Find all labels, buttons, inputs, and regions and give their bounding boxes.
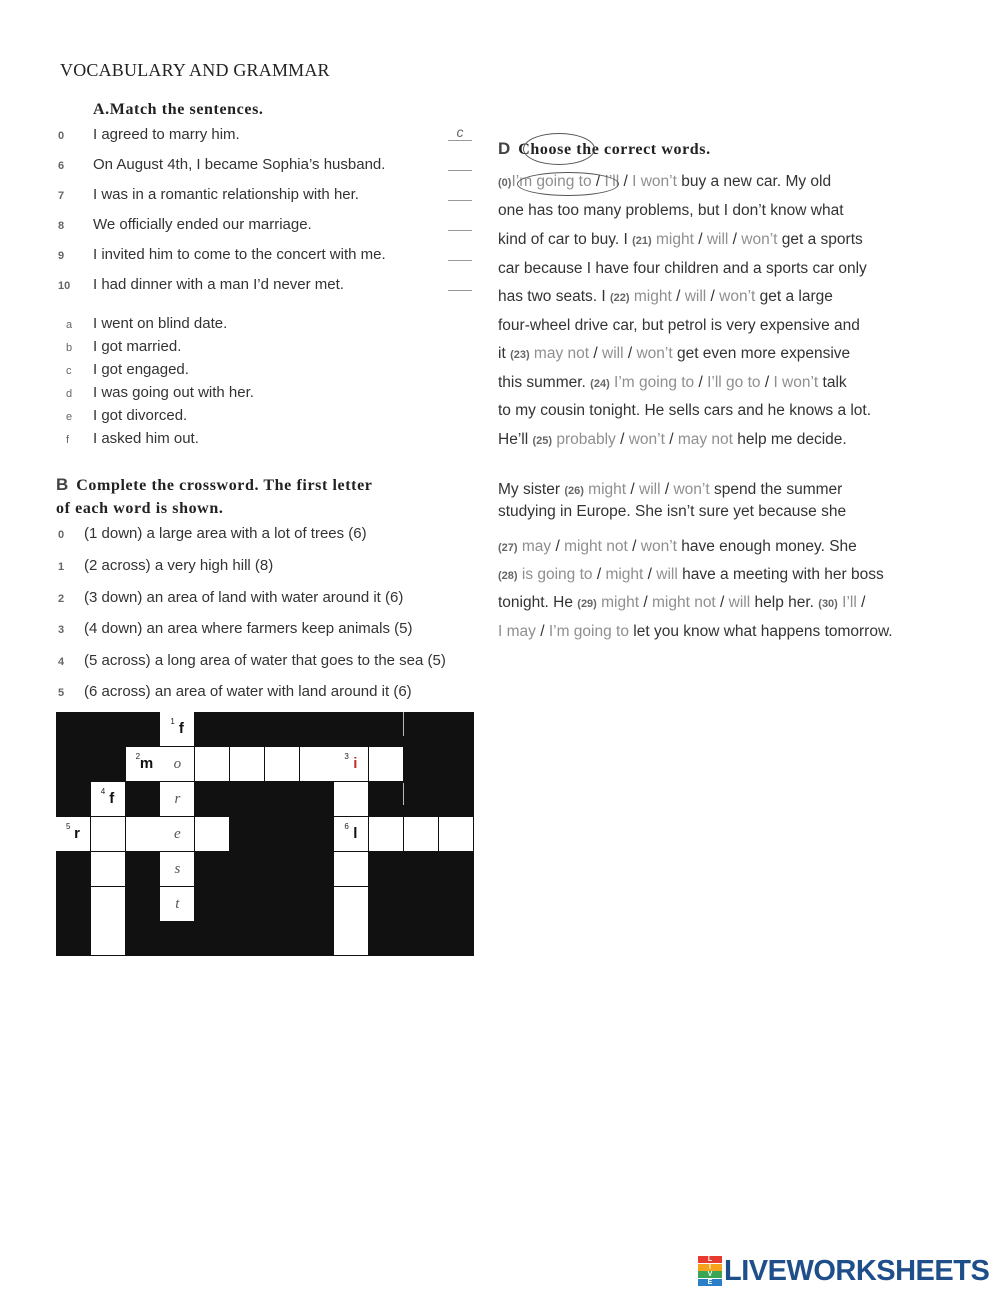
text-segment: help me decide. <box>732 431 847 448</box>
clue-number: 6 <box>344 821 349 831</box>
clue-number: 3 <box>344 751 349 761</box>
cell-letter: t <box>175 895 180 912</box>
word-choice[interactable]: might <box>583 481 627 498</box>
clue-text: (3 down) an area of land with water around it (6) <box>84 589 404 606</box>
word-choice[interactable]: won’t <box>640 538 677 555</box>
cell-letter: o <box>173 755 182 772</box>
text-segment: He’ll <box>498 431 533 448</box>
clue-text: (5 across) a long area of water that goes to the sea (5) <box>84 652 446 669</box>
crossword-cell[interactable] <box>91 921 125 955</box>
clue-number: 1 <box>58 561 65 573</box>
text-segment: / <box>535 623 549 640</box>
cell-letter: r <box>174 790 181 807</box>
answer-oval-mark <box>517 172 619 196</box>
text-segment: / <box>760 374 774 391</box>
text-segment: / <box>591 173 605 190</box>
answer-blank[interactable] <box>448 170 472 171</box>
word-choice[interactable]: I won’t <box>773 374 819 391</box>
word-choice[interactable]: is going to <box>517 566 593 583</box>
text-segment: have enough money. She <box>676 538 857 555</box>
crossword-cell[interactable] <box>195 747 229 781</box>
crossword-cell[interactable] <box>404 817 438 851</box>
text-segment: / <box>694 374 708 391</box>
option-text: I was going out with her. <box>93 384 254 401</box>
crossword-cell[interactable] <box>126 817 160 851</box>
text-segment: / <box>643 566 657 583</box>
answer-blank[interactable] <box>448 230 472 231</box>
sentence-text: We officially ended our marriage. <box>93 216 312 233</box>
option-letter: e <box>66 411 73 423</box>
word-choice[interactable]: might not <box>651 594 716 611</box>
text-segment: / <box>706 288 720 305</box>
clue-number: 2 <box>135 751 141 761</box>
text-line <box>498 431 847 449</box>
question-number: (29) <box>577 598 597 610</box>
word-choice[interactable]: might not <box>564 538 628 555</box>
text-segment: My sister <box>498 481 565 498</box>
cell-letter: l <box>353 824 358 842</box>
text-segment: kind of car to buy. I <box>498 231 633 248</box>
crossword-cell[interactable] <box>230 747 264 781</box>
option-text: I asked him out. <box>93 430 199 447</box>
text-segment: car because I have four children and a sports car only <box>498 260 867 277</box>
answer-blank[interactable] <box>448 260 472 261</box>
word-choice[interactable]: will <box>684 288 707 305</box>
word-choice[interactable]: I’m going to <box>511 173 592 190</box>
crossword-grid <box>56 712 474 956</box>
text-segment: / <box>615 431 629 448</box>
question-number: (28) <box>498 570 518 582</box>
text-segment: help her. <box>750 594 819 611</box>
text-segment: get a sports <box>777 231 863 248</box>
text-segment: / <box>623 345 637 362</box>
question-number: (23) <box>510 349 530 361</box>
text-line <box>498 503 846 521</box>
word-choice[interactable]: I’ll go to <box>707 374 761 391</box>
section-a-heading: A.Match the sentences. <box>93 101 264 118</box>
word-choice[interactable]: I may <box>498 623 536 640</box>
text-line <box>498 231 863 249</box>
cell-letter: s <box>174 860 181 877</box>
question-number: (0) <box>498 177 512 189</box>
clue-number: 1 <box>170 717 175 726</box>
word-choice[interactable]: will <box>728 594 751 611</box>
clue-number: 5 <box>58 687 65 699</box>
crossword-cell[interactable] <box>369 817 403 851</box>
cell-letter: e <box>174 825 181 842</box>
sentence-text: On August 4th, I became Sophia’s husband. <box>93 156 386 173</box>
section-d-letter: D <box>498 139 511 158</box>
question-number: (30) <box>818 598 838 610</box>
clue-number: 5 <box>66 821 71 831</box>
question-number: (21) <box>632 235 652 247</box>
text-segment: have a meeting with her boss <box>677 566 884 583</box>
text-segment: buy a new car. My old <box>676 173 832 190</box>
text-line <box>498 566 884 584</box>
text-line <box>498 260 867 278</box>
word-choice[interactable]: might <box>596 594 640 611</box>
text-segment: has two seats. I <box>498 288 610 305</box>
section-b-heading-line2: of each word is shown. <box>56 500 224 517</box>
crossword-cell[interactable] <box>160 887 194 921</box>
text-line <box>498 288 833 306</box>
word-choice[interactable]: will <box>639 481 661 498</box>
text-segment: it <box>498 345 511 362</box>
cell-letter: f <box>178 720 184 737</box>
clue-text: (1 down) a large area with a lot of trees (6) <box>84 525 367 542</box>
question-number: (24) <box>590 378 610 390</box>
text-segment: / <box>619 173 633 190</box>
clue-text: (4 down) an area where farmers keep animals (5) <box>84 620 413 637</box>
crossword-cell[interactable] <box>334 852 368 886</box>
text-line <box>498 594 865 612</box>
crossword-cell[interactable] <box>300 747 334 781</box>
word-choice[interactable]: might <box>651 231 694 248</box>
section-b-heading <box>56 475 373 495</box>
sentence-text: I was in a romantic relationship with her. <box>93 186 359 203</box>
crossword-cell[interactable] <box>160 852 194 886</box>
logo-text: LIVEWORKSHEETS <box>724 1254 990 1287</box>
crossword-cell[interactable] <box>126 747 160 781</box>
crossword-cell[interactable] <box>160 712 194 746</box>
text-line <box>498 623 893 641</box>
word-choice[interactable]: won’t <box>719 288 756 305</box>
crossword-cell[interactable] <box>334 921 368 955</box>
option-letter: b <box>66 342 73 354</box>
text-segment: talk <box>818 374 847 391</box>
logo-square: L <box>698 1256 722 1263</box>
cell-letter: r <box>74 824 80 842</box>
sentence-number: 0 <box>58 130 65 142</box>
question-number: (25) <box>532 435 553 447</box>
text-line <box>498 402 871 420</box>
text-segment: four-wheel drive car, but petrol is very expensive and <box>498 317 860 334</box>
text-segment: spend the summer <box>709 481 843 498</box>
crossword-cell[interactable] <box>334 747 368 781</box>
text-line <box>498 481 842 499</box>
word-choice[interactable]: might <box>605 566 644 583</box>
word-choice[interactable]: might <box>629 288 672 305</box>
word-choice[interactable]: I’ll <box>604 173 620 190</box>
word-choice[interactable]: won’t <box>673 481 710 498</box>
cell-letter: m <box>139 754 154 772</box>
option-letter: f <box>66 434 70 446</box>
sentence-number: 7 <box>58 190 65 202</box>
sentence-number: 9 <box>58 250 65 262</box>
crossword-cell[interactable] <box>91 887 125 921</box>
crossword-cell[interactable] <box>160 747 194 781</box>
cell-letter: i <box>353 754 358 772</box>
logo-square: V <box>698 1271 722 1278</box>
grid-divider <box>403 783 404 805</box>
text-segment: / <box>715 594 729 611</box>
text-segment: / <box>660 481 674 498</box>
crossword-cell[interactable] <box>56 817 90 851</box>
word-choice[interactable]: I’m going to <box>548 623 629 640</box>
sentence-number: 6 <box>58 160 65 172</box>
crossword-cell[interactable] <box>91 817 125 851</box>
clue-text: (2 across) a very high hill (8) <box>84 557 274 574</box>
crossword-cell[interactable] <box>195 817 229 851</box>
text-segment: / <box>592 566 606 583</box>
option-letter: d <box>66 388 73 400</box>
crossword-cell[interactable] <box>334 782 368 816</box>
word-choice[interactable]: will <box>706 231 729 248</box>
word-choice[interactable]: will <box>602 345 624 362</box>
crossword-cell[interactable] <box>160 817 194 851</box>
crossword-cell[interactable] <box>439 817 473 851</box>
text-segment: / <box>639 594 652 611</box>
sentence-number: 8 <box>58 220 65 232</box>
text-segment: / <box>728 231 742 248</box>
section-b-heading-line1: Complete the crossword. The first letter <box>76 477 373 494</box>
liveworksheets-logo <box>698 1256 989 1286</box>
text-segment: / <box>664 431 678 448</box>
crossword-cell[interactable] <box>369 747 403 781</box>
section-d-heading-text: Choose the correct words. <box>518 141 711 158</box>
clue-number: 4 <box>58 656 65 668</box>
word-choice[interactable]: I’m going to <box>609 374 695 391</box>
word-choice[interactable]: won’t <box>636 345 673 362</box>
sentence-text: I agreed to marry him. <box>93 126 240 143</box>
word-choice[interactable]: won’t <box>741 231 778 248</box>
crossword-cell[interactable] <box>160 782 194 816</box>
word-choice[interactable]: probably <box>552 431 616 448</box>
clue-text: (6 across) an area of water with land around it (6) <box>84 683 412 700</box>
heading-oval-mark <box>523 133 595 165</box>
text-line <box>498 374 847 392</box>
option-letter: a <box>66 319 73 331</box>
word-choice[interactable]: I’ll <box>837 594 857 611</box>
section-b-letter: B <box>56 475 69 494</box>
clue-number: 0 <box>58 529 65 541</box>
text-segment: / <box>856 594 866 611</box>
clue-number: 3 <box>58 624 65 636</box>
crossword-cell[interactable] <box>334 817 368 851</box>
answer-blank[interactable] <box>448 140 472 141</box>
text-segment: studying in Europe. She isn’t sure yet because she <box>498 503 847 520</box>
document-title: VOCABULARY AND GRAMMAR <box>60 60 330 80</box>
sentence-text: I had dinner with a man I’d never met. <box>93 276 344 293</box>
clue-number: 2 <box>58 593 65 605</box>
text-line <box>498 202 844 220</box>
sentence-number: 10 <box>58 280 71 292</box>
question-number: (27) <box>498 542 518 554</box>
word-choice[interactable]: may <box>517 538 552 555</box>
option-text: I got divorced. <box>93 407 188 424</box>
text-segment: let you know what happens tomorrow. <box>628 623 893 640</box>
cell-letter: f <box>109 789 115 807</box>
grid-divider <box>403 712 404 736</box>
crossword-cell[interactable] <box>334 887 368 921</box>
word-choice[interactable]: may not <box>677 431 733 448</box>
question-number: (26) <box>564 485 584 497</box>
text-line <box>498 345 850 363</box>
text-segment: to my cousin tonight. He sells cars and he knows a lot. <box>498 402 872 419</box>
option-text: I got engaged. <box>93 361 189 378</box>
word-choice[interactable]: may not <box>529 345 590 362</box>
logo-square: I <box>698 1264 722 1271</box>
option-text: I got married. <box>93 338 182 355</box>
text-segment: / <box>626 481 640 498</box>
option-text: I went on blind date. <box>93 315 228 332</box>
word-choice[interactable]: I won’t <box>632 173 677 190</box>
answer-value: c <box>456 124 464 140</box>
option-letter: c <box>66 365 72 377</box>
logo-square: E <box>698 1279 722 1286</box>
text-segment: / <box>627 538 641 555</box>
text-segment: / <box>671 288 685 305</box>
logo-squares <box>698 1256 722 1286</box>
crossword-cell[interactable] <box>91 852 125 886</box>
sentence-text: I invited him to come to the concert with me. <box>93 246 386 263</box>
text-line <box>498 317 860 335</box>
crossword-cell[interactable] <box>265 747 299 781</box>
word-choice[interactable]: will <box>656 566 678 583</box>
text-segment: / <box>589 345 602 362</box>
answer-blank[interactable] <box>448 200 472 201</box>
text-segment: get even more expensive <box>672 345 851 362</box>
question-number: (22) <box>610 292 630 304</box>
crossword-cell[interactable] <box>91 782 125 816</box>
answer-blank[interactable] <box>448 290 472 291</box>
text-segment: one has too many problems, but I don’t know what <box>498 202 844 219</box>
text-line <box>498 538 857 556</box>
text-segment: tonight. He <box>498 594 578 611</box>
word-choice[interactable]: won’t <box>628 431 665 448</box>
text-segment: this summer. <box>498 374 591 391</box>
clue-number: 4 <box>100 786 106 796</box>
text-segment: get a large <box>755 288 833 305</box>
text-segment: / <box>693 231 707 248</box>
text-segment: / <box>551 538 565 555</box>
